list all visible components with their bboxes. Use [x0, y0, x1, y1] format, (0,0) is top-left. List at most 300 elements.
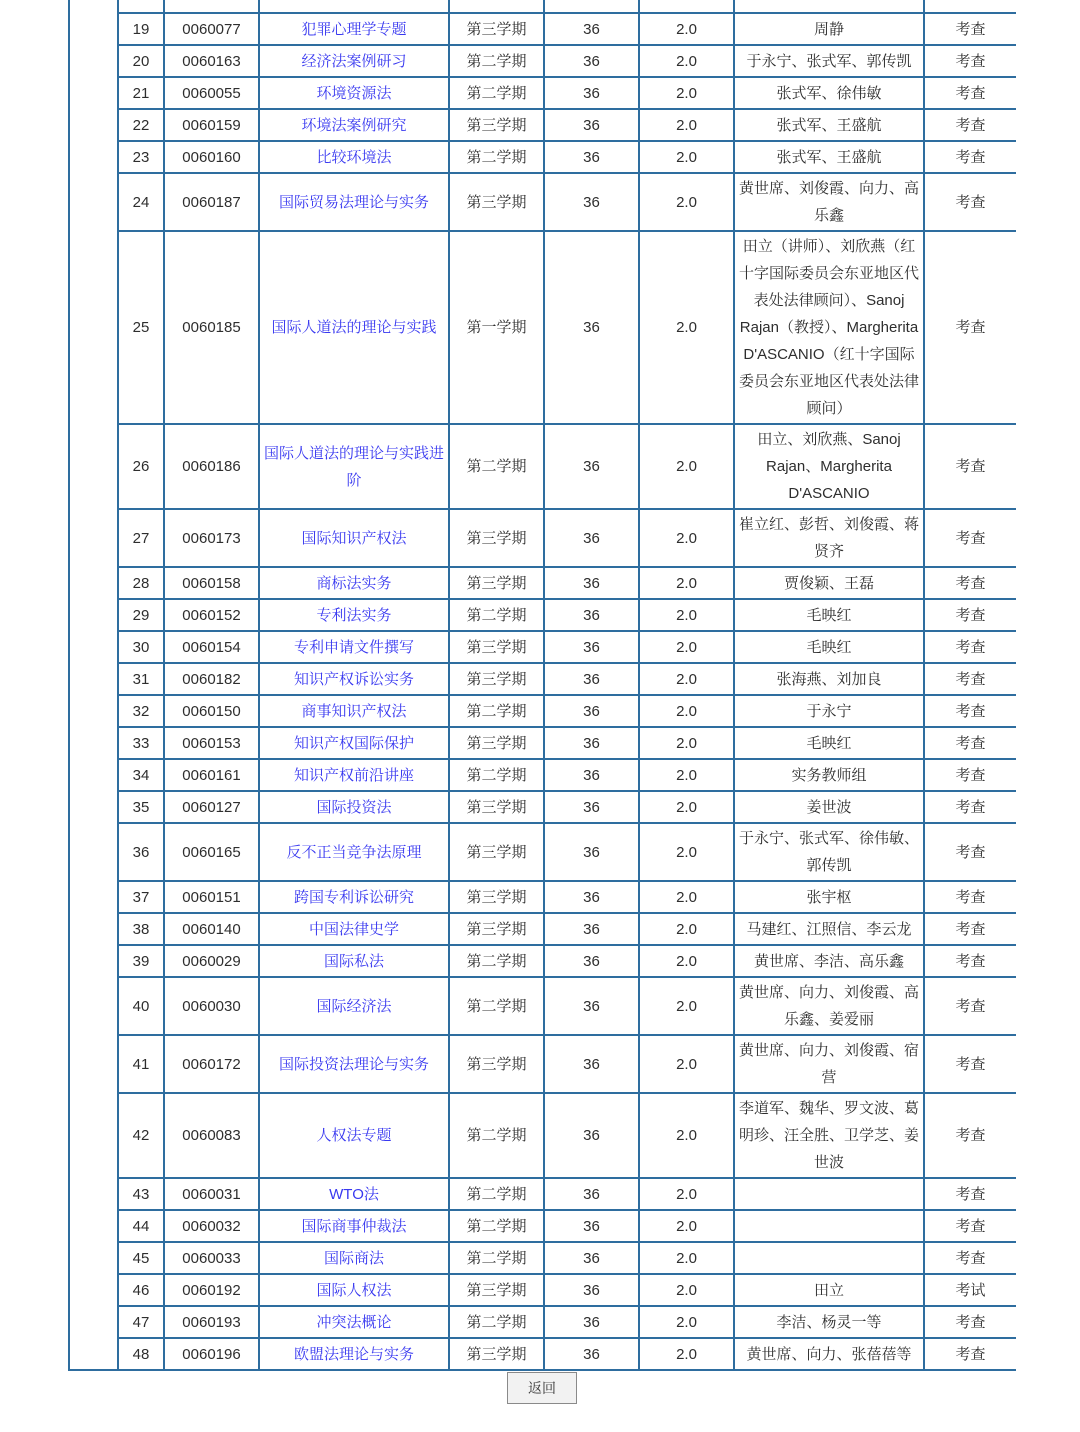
hours-cell: 36: [544, 141, 639, 173]
course-code-cell: 0060159: [164, 109, 259, 141]
assessment-cell: 考查: [924, 13, 1016, 45]
course-name-link[interactable]: 环境法案例研究: [301, 116, 407, 134]
course-name-link[interactable]: WTO法: [329, 1185, 379, 1203]
category-merged-cell: [69, 0, 118, 1370]
row-number-cell: 44: [118, 1210, 164, 1242]
assessment-cell: 考查: [924, 231, 1016, 424]
teachers-cell: 张宇枢: [734, 881, 924, 913]
credits-cell: 2.0: [639, 1093, 734, 1178]
semester-cell: 第二学期: [449, 759, 544, 791]
semester-cell: 第二学期: [449, 695, 544, 727]
credits-cell: 2.0: [639, 141, 734, 173]
row-number-cell: 39: [118, 945, 164, 977]
semester-cell: 第三学期: [449, 1274, 544, 1306]
table-row-clipped: [69, 0, 1016, 13]
hours-cell: 36: [544, 1242, 639, 1274]
course-name-link[interactable]: 国际投资法: [316, 798, 392, 816]
course-name-link[interactable]: 国际经济法: [316, 997, 392, 1015]
hours-cell: 36: [544, 109, 639, 141]
table-clip-region: [68, 0, 1016, 1371]
course-name-link[interactable]: 商事知识产权法: [301, 702, 407, 720]
hours-cell: 36: [544, 77, 639, 109]
teachers-cell: 崔立红、彭哲、刘俊霞、蒋贤齐: [734, 509, 924, 567]
semester-cell: 第二学期: [449, 141, 544, 173]
table-row: [69, 424, 1016, 509]
hours-cell: 36: [544, 424, 639, 509]
hours-cell: 36: [544, 1274, 639, 1306]
table-row: [69, 599, 1016, 631]
teachers-cell: 于永宁、张式军、徐伟敏、郭传凯: [734, 823, 924, 881]
row-number-cell: 33: [118, 727, 164, 759]
assessment-cell: 考查: [924, 1210, 1016, 1242]
hours-cell: 36: [544, 1338, 639, 1370]
assessment-cell: 考查: [924, 663, 1016, 695]
assessment-cell: 考查: [924, 1178, 1016, 1210]
course-name-cell: [259, 567, 449, 599]
course-name-link[interactable]: 人权法专题: [316, 1127, 392, 1144]
teachers-cell: 毛映红: [734, 599, 924, 631]
course-code-cell: 0060173: [164, 509, 259, 567]
teachers-cell: 马建红、江照信、李云龙: [734, 913, 924, 945]
clipped-cell: [164, 0, 259, 13]
hours-cell: 36: [544, 599, 639, 631]
credits-cell: 2.0: [639, 1338, 734, 1370]
course-code-cell: 0060055: [164, 77, 259, 109]
assessment-cell: 考查: [924, 695, 1016, 727]
course-code-cell: 0060140: [164, 913, 259, 945]
assessment-cell: 考查: [924, 1242, 1016, 1274]
teachers-cell: 田立: [734, 1274, 924, 1306]
row-number-cell: 47: [118, 1306, 164, 1338]
table-row: [69, 913, 1016, 945]
semester-cell: 第二学期: [449, 1242, 544, 1274]
course-code-cell: 0060151: [164, 881, 259, 913]
course-code-cell: 0060031: [164, 1178, 259, 1210]
course-code-cell: 0060032: [164, 1210, 259, 1242]
row-number-cell: 24: [118, 173, 164, 231]
back-button[interactable]: 返回: [507, 1372, 577, 1404]
assessment-cell: 考查: [924, 1338, 1016, 1370]
course-name-link[interactable]: 国际投资法理论与实务: [278, 1055, 429, 1073]
course-name-cell: [259, 141, 449, 173]
semester-cell: 第二学期: [449, 45, 544, 77]
table-row: [69, 1338, 1016, 1370]
hours-cell: 36: [544, 759, 639, 791]
course-name-cell: [259, 631, 449, 663]
semester-cell: 第三学期: [449, 663, 544, 695]
course-code-cell: 0060029: [164, 945, 259, 977]
clipped-cell: [544, 0, 639, 13]
course-code-cell: 0060154: [164, 631, 259, 663]
credits-cell: 2.0: [639, 77, 734, 109]
course-name-cell: [259, 823, 449, 881]
row-number-cell: 28: [118, 567, 164, 599]
table-row: [69, 727, 1016, 759]
table-row: [69, 663, 1016, 695]
semester-cell: 第三学期: [449, 631, 544, 663]
teachers-cell: 张海燕、刘加良: [734, 663, 924, 695]
course-code-cell: 0060083: [164, 1093, 259, 1178]
hours-cell: 36: [544, 45, 639, 77]
course-code-cell: 0060158: [164, 567, 259, 599]
course-name-cell: [259, 1338, 449, 1370]
course-name-link[interactable]: 专利申请文件撰写: [293, 638, 414, 656]
course-code-cell: 0060187: [164, 173, 259, 231]
hours-cell: 36: [544, 567, 639, 599]
semester-cell: 第三学期: [449, 1338, 544, 1370]
course-name-link[interactable]: 专利法实务: [316, 606, 392, 624]
table-row: [69, 759, 1016, 791]
course-name-cell: [259, 173, 449, 231]
course-code-cell: 0060033: [164, 1242, 259, 1274]
semester-cell: 第二学期: [449, 599, 544, 631]
row-number-cell: 45: [118, 1242, 164, 1274]
hours-cell: 36: [544, 631, 639, 663]
table-row: [69, 1242, 1016, 1274]
course-name-cell: [259, 509, 449, 567]
clipped-cell: [118, 0, 164, 13]
table-row: [69, 695, 1016, 727]
credits-cell: 2.0: [639, 727, 734, 759]
row-number-cell: 25: [118, 231, 164, 424]
teachers-cell: 黄世席、李洁、高乐鑫: [734, 945, 924, 977]
credits-cell: 2.0: [639, 231, 734, 424]
clipped-cell: [639, 0, 734, 13]
teachers-cell: 实务教师组: [734, 759, 924, 791]
row-number-cell: 40: [118, 977, 164, 1035]
course-name-cell: [259, 424, 449, 509]
table-row: [69, 77, 1016, 109]
semester-cell: 第三学期: [449, 727, 544, 759]
course-name-cell: [259, 1306, 449, 1338]
course-table: [68, 0, 1016, 1371]
credits-cell: 2.0: [639, 1242, 734, 1274]
semester-cell: 第二学期: [449, 424, 544, 509]
table-row: [69, 791, 1016, 823]
table-row: [69, 945, 1016, 977]
clipped-cell: [924, 0, 1016, 13]
table-row: [69, 1035, 1016, 1093]
course-name-cell: [259, 1210, 449, 1242]
semester-cell: 第三学期: [449, 791, 544, 823]
course-name-cell: [259, 759, 449, 791]
table-row: [69, 1274, 1016, 1306]
semester-cell: 第二学期: [449, 1306, 544, 1338]
row-number-cell: 32: [118, 695, 164, 727]
assessment-cell: 考查: [924, 1306, 1016, 1338]
course-name-cell: [259, 109, 449, 141]
row-number-cell: 30: [118, 631, 164, 663]
teachers-cell: 毛映红: [734, 727, 924, 759]
course-code-cell: 0060153: [164, 727, 259, 759]
row-number-cell: 48: [118, 1338, 164, 1370]
footer-bar: [68, 1372, 1016, 1404]
course-name-cell: [259, 1274, 449, 1306]
teachers-cell: 于永宁、张式军、郭传凯: [734, 45, 924, 77]
credits-cell: 2.0: [639, 1210, 734, 1242]
course-name-cell: [259, 1035, 449, 1093]
course-name-link[interactable]: 国际知识产权法: [301, 529, 407, 547]
course-name-link[interactable]: 欧盟法理论与实务: [293, 1345, 414, 1363]
course-code-cell: 0060030: [164, 977, 259, 1035]
course-name-link[interactable]: 国际人道法的理论与实践进阶: [263, 444, 444, 489]
hours-cell: 36: [544, 173, 639, 231]
course-code-cell: 0060196: [164, 1338, 259, 1370]
assessment-cell: 考查: [924, 631, 1016, 663]
credits-cell: 2.0: [639, 759, 734, 791]
credits-cell: 2.0: [639, 109, 734, 141]
course-name-link[interactable]: 犯罪心理学专题: [301, 20, 407, 38]
course-code-cell: 0060161: [164, 759, 259, 791]
credits-cell: 2.0: [639, 823, 734, 881]
course-name-link[interactable]: 国际私法: [323, 952, 384, 970]
teachers-cell: 张式军、王盛航: [734, 141, 924, 173]
assessment-cell: 考查: [924, 45, 1016, 77]
row-number-cell: 27: [118, 509, 164, 567]
table-row: [69, 141, 1016, 173]
teachers-cell: 黄世席、向力、刘俊霞、宿营: [734, 1035, 924, 1093]
row-number-cell: 21: [118, 77, 164, 109]
course-name-link[interactable]: 商标法实务: [316, 574, 392, 592]
course-code-cell: 0060127: [164, 791, 259, 823]
teachers-cell: 田立（讲师）、刘欣燕（红十字国际委员会东亚地区代表处法律顾问）、Sanoj Rajan（教授）、Margherita D'ASCANIO（红十字国际委员会东亚地区代表处法律顾问）: [734, 231, 924, 424]
course-name-cell: [259, 977, 449, 1035]
assessment-cell: 考查: [924, 109, 1016, 141]
assessment-cell: 考查: [924, 759, 1016, 791]
credits-cell: 2.0: [639, 977, 734, 1035]
row-number-cell: 37: [118, 881, 164, 913]
credits-cell: 2.0: [639, 13, 734, 45]
course-code-cell: 0060192: [164, 1274, 259, 1306]
semester-cell: 第三学期: [449, 1035, 544, 1093]
hours-cell: 36: [544, 1210, 639, 1242]
row-number-cell: 43: [118, 1178, 164, 1210]
course-name-cell: [259, 77, 449, 109]
assessment-cell: 考查: [924, 727, 1016, 759]
table-row: [69, 1210, 1016, 1242]
course-name-cell: [259, 1242, 449, 1274]
credits-cell: 2.0: [639, 45, 734, 77]
course-name-cell: [259, 945, 449, 977]
table-row: [69, 881, 1016, 913]
course-code-cell: 0060163: [164, 45, 259, 77]
assessment-cell: 考查: [924, 977, 1016, 1035]
course-code-cell: 0060186: [164, 424, 259, 509]
row-number-cell: 41: [118, 1035, 164, 1093]
hours-cell: 36: [544, 1035, 639, 1093]
semester-cell: 第三学期: [449, 823, 544, 881]
table-row: [69, 173, 1016, 231]
row-number-cell: 20: [118, 45, 164, 77]
course-list-page: [68, 0, 1016, 1404]
course-name-cell: [259, 13, 449, 45]
table-row: [69, 509, 1016, 567]
semester-cell: 第二学期: [449, 1093, 544, 1178]
course-name-link[interactable]: 国际商法: [323, 1249, 384, 1267]
assessment-cell: 考查: [924, 77, 1016, 109]
teachers-cell: 姜世波: [734, 791, 924, 823]
teachers-cell: 黄世席、向力、张蓓蓓等: [734, 1338, 924, 1370]
semester-cell: 第一学期: [449, 231, 544, 424]
course-name-cell: [259, 881, 449, 913]
credits-cell: 2.0: [639, 1306, 734, 1338]
teachers-cell: 毛映红: [734, 631, 924, 663]
hours-cell: 36: [544, 1178, 639, 1210]
semester-cell: 第二学期: [449, 945, 544, 977]
table-row: [69, 823, 1016, 881]
row-number-cell: 26: [118, 424, 164, 509]
semester-cell: 第三学期: [449, 567, 544, 599]
course-name-link[interactable]: 跨国专利诉讼研究: [293, 888, 414, 906]
assessment-cell: 考查: [924, 599, 1016, 631]
credits-cell: 2.0: [639, 1274, 734, 1306]
assessment-cell: 考查: [924, 173, 1016, 231]
hours-cell: 36: [544, 823, 639, 881]
course-name-link[interactable]: 经济法案例研习: [301, 52, 407, 70]
table-row: [69, 13, 1016, 45]
assessment-cell: 考查: [924, 1093, 1016, 1178]
course-code-cell: 0060193: [164, 1306, 259, 1338]
teachers-cell: [734, 1242, 924, 1274]
credits-cell: 2.0: [639, 599, 734, 631]
course-name-cell: [259, 1093, 449, 1178]
row-number-cell: 29: [118, 599, 164, 631]
row-number-cell: 31: [118, 663, 164, 695]
hours-cell: 36: [544, 913, 639, 945]
clipped-cell: [449, 0, 544, 13]
row-number-cell: 34: [118, 759, 164, 791]
assessment-cell: 考查: [924, 791, 1016, 823]
course-name-link[interactable]: 国际人道法的理论与实践: [271, 319, 437, 336]
credits-cell: 2.0: [639, 424, 734, 509]
assessment-cell: 考查: [924, 913, 1016, 945]
hours-cell: 36: [544, 977, 639, 1035]
semester-cell: 第三学期: [449, 509, 544, 567]
credits-cell: 2.0: [639, 945, 734, 977]
assessment-cell: 考查: [924, 823, 1016, 881]
assessment-cell: 考查: [924, 509, 1016, 567]
course-name-cell: [259, 791, 449, 823]
assessment-cell: 考查: [924, 1035, 1016, 1093]
course-name-link[interactable]: 国际商事仲裁法: [301, 1217, 407, 1235]
course-code-cell: 0060152: [164, 599, 259, 631]
teachers-cell: 周静: [734, 13, 924, 45]
row-number-cell: 23: [118, 141, 164, 173]
course-name-cell: [259, 45, 449, 77]
course-name-cell: [259, 231, 449, 424]
course-code-cell: 0060150: [164, 695, 259, 727]
course-name-link[interactable]: 冲突法概论: [316, 1313, 392, 1331]
course-name-link[interactable]: 国际贸易法理论与实务: [278, 193, 429, 211]
credits-cell: 2.0: [639, 695, 734, 727]
credits-cell: 2.0: [639, 567, 734, 599]
course-name-link[interactable]: 知识产权国际保护: [293, 734, 414, 752]
course-name-cell: [259, 1178, 449, 1210]
teachers-cell: 李道军、魏华、罗文波、葛明珍、汪全胜、卫学芝、姜世波: [734, 1093, 924, 1178]
row-number-cell: 22: [118, 109, 164, 141]
teachers-cell: 黄世席、向力、刘俊霞、高乐鑫、姜爱丽: [734, 977, 924, 1035]
semester-cell: 第三学期: [449, 173, 544, 231]
course-name-link[interactable]: 知识产权前沿讲座: [293, 766, 414, 784]
assessment-cell: 考查: [924, 141, 1016, 173]
course-name-cell: [259, 727, 449, 759]
clipped-cell: [734, 0, 924, 13]
teachers-cell: [734, 1178, 924, 1210]
credits-cell: 2.0: [639, 631, 734, 663]
table-row: [69, 45, 1016, 77]
semester-cell: 第三学期: [449, 913, 544, 945]
teachers-cell: 贾俊颖、王磊: [734, 567, 924, 599]
teachers-cell: 黄世席、刘俊霞、向力、高乐鑫: [734, 173, 924, 231]
assessment-cell: 考查: [924, 881, 1016, 913]
semester-cell: 第二学期: [449, 1210, 544, 1242]
credits-cell: 2.0: [639, 663, 734, 695]
credits-cell: 2.0: [639, 791, 734, 823]
course-code-cell: 0060185: [164, 231, 259, 424]
row-number-cell: 35: [118, 791, 164, 823]
credits-cell: 2.0: [639, 1178, 734, 1210]
semester-cell: 第三学期: [449, 13, 544, 45]
table-row: [69, 977, 1016, 1035]
hours-cell: 36: [544, 945, 639, 977]
semester-cell: 第二学期: [449, 1178, 544, 1210]
course-name-link[interactable]: 国际人权法: [316, 1281, 392, 1299]
credits-cell: 2.0: [639, 913, 734, 945]
course-name-cell: [259, 599, 449, 631]
hours-cell: 36: [544, 13, 639, 45]
table-row: [69, 1306, 1016, 1338]
credits-cell: 2.0: [639, 1035, 734, 1093]
row-number-cell: 46: [118, 1274, 164, 1306]
table-row: [69, 631, 1016, 663]
assessment-cell: 考查: [924, 567, 1016, 599]
clipped-cell: [259, 0, 449, 13]
row-number-cell: 36: [118, 823, 164, 881]
hours-cell: 36: [544, 231, 639, 424]
course-name-link[interactable]: 比较环境法: [316, 148, 392, 166]
hours-cell: 36: [544, 791, 639, 823]
table-row: [69, 109, 1016, 141]
hours-cell: 36: [544, 695, 639, 727]
semester-cell: 第三学期: [449, 881, 544, 913]
course-name-link[interactable]: 中国法律史学: [308, 920, 399, 938]
teachers-cell: 张式军、徐伟敏: [734, 77, 924, 109]
course-name-cell: [259, 663, 449, 695]
row-number-cell: 19: [118, 13, 164, 45]
hours-cell: 36: [544, 509, 639, 567]
semester-cell: 第二学期: [449, 77, 544, 109]
row-number-cell: 42: [118, 1093, 164, 1178]
credits-cell: 2.0: [639, 509, 734, 567]
hours-cell: 36: [544, 663, 639, 695]
course-name-cell: [259, 695, 449, 727]
teachers-cell: 田立、刘欣燕、Sanoj Rajan、Margherita D'ASCANIO: [734, 424, 924, 509]
teachers-cell: 张式军、王盛航: [734, 109, 924, 141]
row-number-cell: 38: [118, 913, 164, 945]
hours-cell: 36: [544, 881, 639, 913]
table-row: [69, 1093, 1016, 1178]
table-row: [69, 231, 1016, 424]
course-name-link[interactable]: 知识产权诉讼实务: [293, 670, 414, 688]
semester-cell: 第二学期: [449, 977, 544, 1035]
table-row: [69, 567, 1016, 599]
course-name-link[interactable]: 反不正当竞争法原理: [286, 843, 422, 861]
credits-cell: 2.0: [639, 173, 734, 231]
course-name-link[interactable]: 环境资源法: [316, 84, 392, 102]
assessment-cell: 考查: [924, 945, 1016, 977]
assessment-cell: 考查: [924, 424, 1016, 509]
teachers-cell: [734, 1210, 924, 1242]
